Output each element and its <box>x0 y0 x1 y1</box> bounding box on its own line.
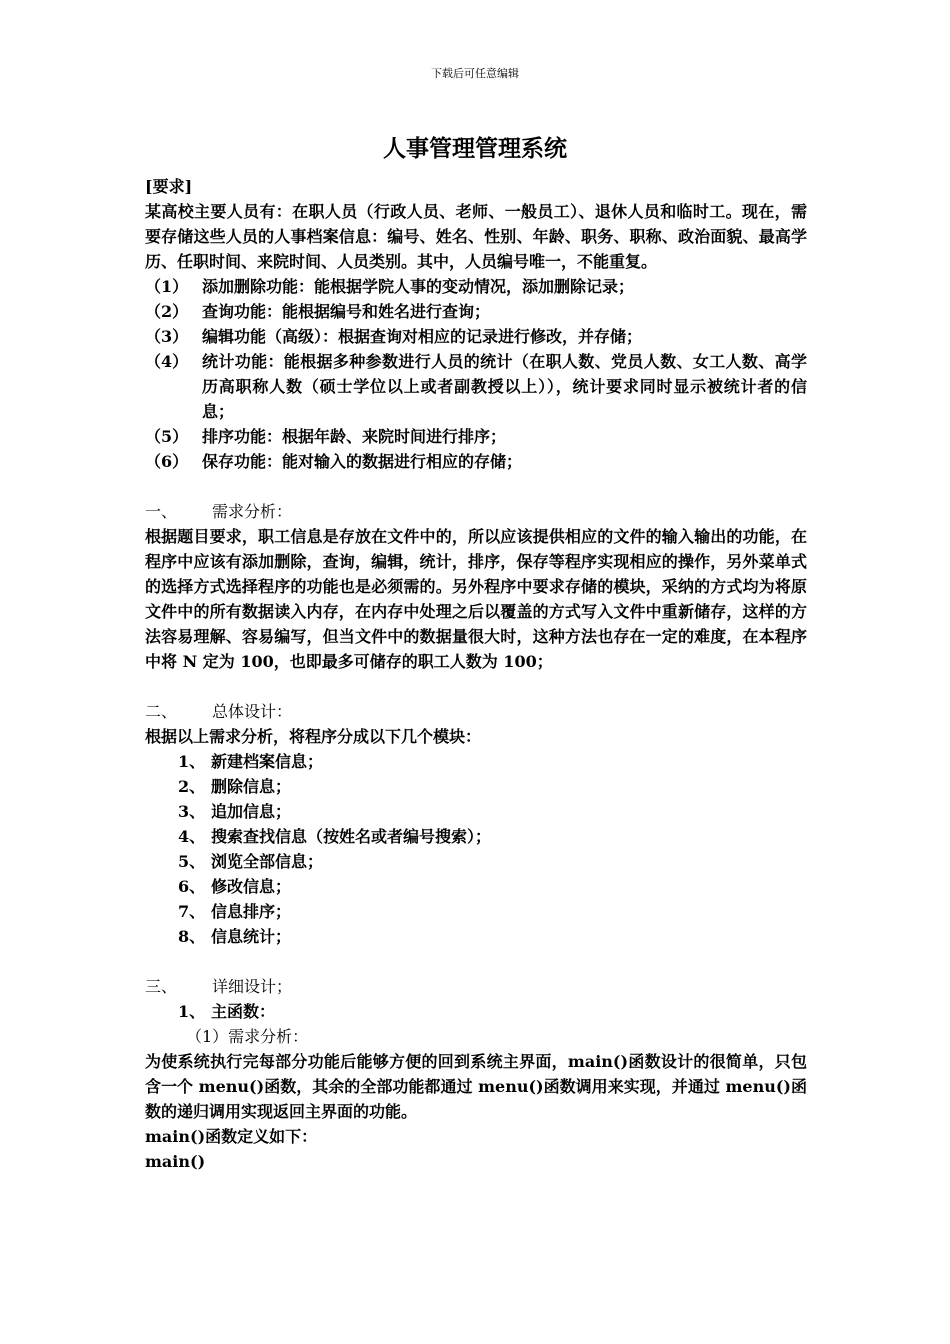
section-number: 一、 <box>145 502 178 521</box>
requirement-item-text: 编辑功能（高级）：根据查询对相应的记录进行修改，并存储； <box>202 327 643 346</box>
module-item <box>145 924 807 949</box>
requirement-item-num: （5） <box>145 427 189 446</box>
requirement-item <box>145 324 807 349</box>
module-number: 1、 <box>178 752 206 771</box>
module-number: 5、 <box>178 852 206 871</box>
module-item <box>145 799 807 824</box>
requirement-item <box>145 424 807 449</box>
requirement-item-text: 保存功能：能对输入的数据进行相应的存储； <box>202 452 523 471</box>
requirements-label: [要求] <box>145 177 193 196</box>
document-body <box>145 174 807 1174</box>
module-text: 搜索查找信息（按姓名或者编号搜索）； <box>211 827 492 846</box>
module-text: 修改信息； <box>211 877 292 896</box>
blank-line <box>145 949 807 974</box>
module-item <box>145 774 807 799</box>
section-paragraph: 为使系统执行完每部分功能后能够方便的回到系统主界面，main()函数设计的很简单，只包含一个 menu()函数，其余的全部功能都通过 menu()函数调用来实现，并通过 menu()函数的递归调用实现返回主界面的功能。 <box>145 1052 807 1121</box>
module-item <box>145 874 807 899</box>
module-text: 删除信息； <box>211 777 292 796</box>
module-number: 6、 <box>178 877 206 896</box>
requirement-item-text: 统计功能：能根据多种参数进行人员的统计（在职人数、党员人数、女工人数、高学历高职称人数（硕士学位以上或者副教授以上）），统计要求同时显示被统计者的信息； <box>202 352 807 421</box>
requirement-item-num: （1） <box>145 277 189 296</box>
definition-label: main()函数定义如下： <box>145 1127 318 1146</box>
requirement-item <box>145 274 807 299</box>
module-text: 新建档案信息； <box>211 752 324 771</box>
code-line: main() <box>145 1152 206 1171</box>
requirement-item <box>145 449 807 474</box>
module-text: 浏览全部信息； <box>211 852 324 871</box>
module-number: 8、 <box>178 927 206 946</box>
subsubsection-heading: （1）需求分析： <box>186 1027 309 1046</box>
module-item <box>145 749 807 774</box>
subsection-number: 1、 <box>178 1002 206 1021</box>
section-intro: 根据以上需求分析，将程序分成以下几个模块： <box>145 727 482 746</box>
module-number: 2、 <box>178 777 206 796</box>
requirement-item-num: （4） <box>145 352 189 371</box>
module-text: 信息统计； <box>211 927 292 946</box>
section-paragraph: 根据题目要求，职工信息是存放在文件中的，所以应该提供相应的文件的输入输出的功能，在程序中应该有添加删除，查询，编辑，统计，排序，保存等程序实现相应的操作，另外菜单式的选择方式选择程序的功能也是必须需的。另外程序中要求存储的模块，采纳的方式均为将原文件中的所有数据读入内存，在内存中处理之后以覆盖的方式写入文件中重新储存，这样的方法容易理解、容易编写，但当文件中的数据量很大时，这种方法也存在一定的难度，在本程序中将 N 定为 100，也即最多可储存的职工人数为 100； <box>145 527 807 671</box>
module-text: 追加信息； <box>211 802 292 821</box>
section-heading <box>145 974 807 999</box>
section-title: 总体设计： <box>212 702 293 721</box>
section-heading <box>145 499 807 524</box>
section-title: 需求分析： <box>212 502 293 521</box>
subsection-heading <box>145 999 807 1024</box>
blank-line <box>145 474 807 499</box>
requirement-item-num: （3） <box>145 327 189 346</box>
module-item <box>145 849 807 874</box>
section-title: 详细设计； <box>212 977 293 996</box>
section-number: 二、 <box>145 702 178 721</box>
requirement-item-text: 查询功能：能根据编号和姓名进行查询； <box>202 302 491 321</box>
requirements-intro: 某高校主要人员有：在职人员（行政人员、老师、一般员工）、退休人员和临时工。现在，需要存储这些人员的人事档案信息：编号、姓名、性别、年龄、职务、职称、政治面貌、最高学历、任职时间、来院时间、人员类别。其中，人员编号唯一，不能重复。 <box>145 202 807 271</box>
module-number: 4、 <box>178 827 206 846</box>
section-number: 三、 <box>145 977 178 996</box>
requirement-item <box>145 349 807 424</box>
module-item <box>145 824 807 849</box>
module-number: 7、 <box>178 902 206 921</box>
document-title: 人事管理管理系统 <box>383 135 567 162</box>
subsection-title: 主函数： <box>211 1002 276 1021</box>
requirement-item-text: 排序功能：根据年龄、来院时间进行排序； <box>202 427 507 446</box>
blank-line <box>145 674 807 699</box>
requirement-item <box>145 299 807 324</box>
module-number: 3、 <box>178 802 206 821</box>
section-heading <box>145 699 807 724</box>
module-item <box>145 899 807 924</box>
header-note: 下载后可任意编辑 <box>431 67 519 80</box>
module-text: 信息排序； <box>211 902 292 921</box>
requirement-item-text: 添加删除功能：能根据学院人事的变动情况，添加删除记录； <box>202 277 635 296</box>
requirement-item-num: （2） <box>145 302 189 321</box>
requirement-item-num: （6） <box>145 452 189 471</box>
